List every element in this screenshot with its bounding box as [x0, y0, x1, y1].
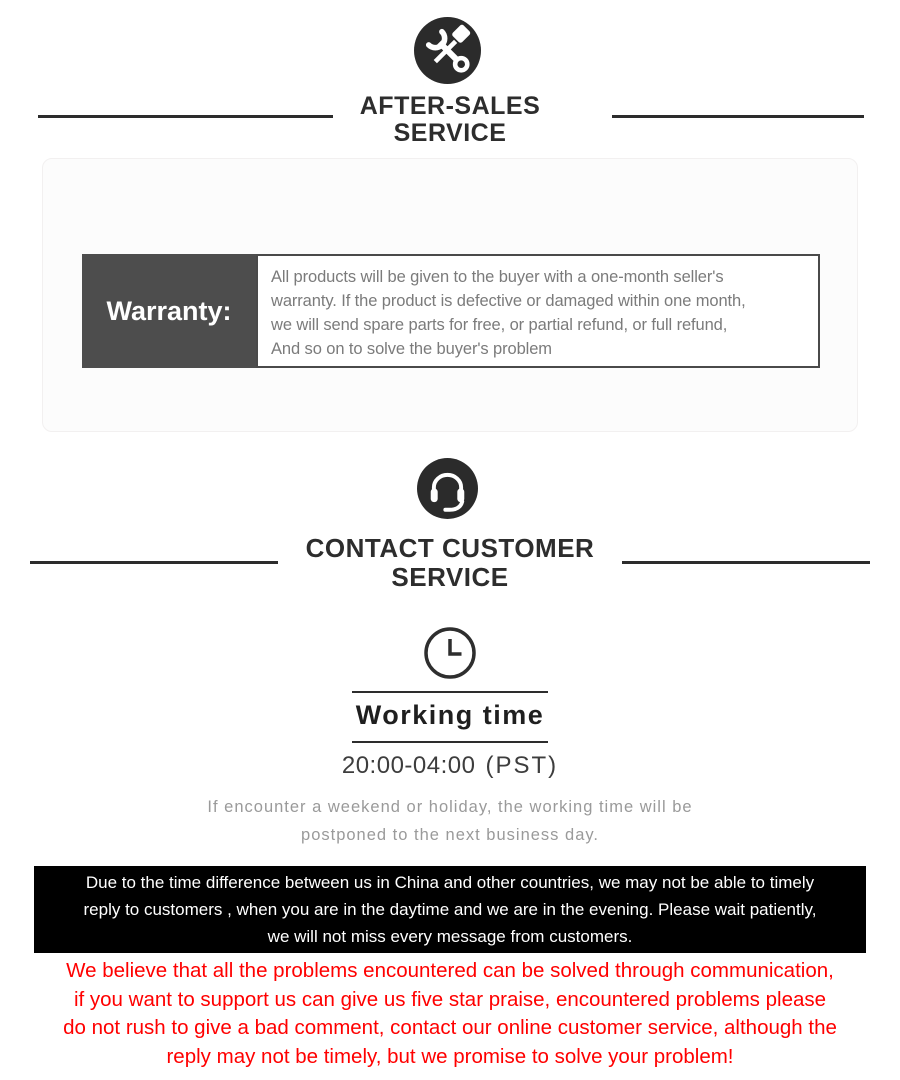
contact-customer-service-title	[0, 534, 900, 592]
contact-title-line1: CONTACT CUSTOMER	[305, 533, 595, 563]
contact-title-line2: SERVICE	[391, 562, 509, 592]
after-sales-title	[0, 93, 900, 147]
clock-icon	[423, 626, 477, 680]
warranty-line: All products will be given to the buyer with a one-month seller's	[271, 268, 724, 286]
working-time-timezone: (PST)	[485, 752, 559, 779]
notice-line: reply to customers , when you are in the daytime and we are in the evening. Please wait patiently,	[83, 900, 817, 919]
tools-icon	[414, 17, 481, 84]
headset-icon	[417, 458, 478, 519]
warranty-row	[82, 254, 820, 368]
promise-message	[0, 957, 900, 1071]
working-time-title: Working time	[355, 700, 545, 730]
working-time-note-line2: postponed to the next business day.	[301, 826, 599, 844]
promise-line: reply may not be timely, but we promise to solve your problem!	[166, 1044, 734, 1068]
notice-line: Due to the time difference between us in China and other countries, we may not be able to timely	[85, 873, 815, 892]
warranty-label: Warranty:	[82, 254, 256, 368]
time-difference-notice	[34, 866, 866, 953]
working-time-hours	[0, 752, 900, 780]
after-sales-title-line1: AFTER-SALES	[359, 92, 541, 120]
warranty-description	[256, 254, 820, 368]
working-time-note-line1: If encounter a weekend or holiday, the working time will be	[207, 798, 693, 816]
working-time-range: 20:00-04:00	[341, 752, 476, 779]
working-time-divider-top	[352, 691, 548, 693]
promise-line: if you want to support us can give us five star praise, encountered problems please	[73, 987, 827, 1011]
working-time-note	[0, 793, 900, 849]
promise-line: do not rush to give a bad comment, contact our online customer service, although the	[63, 1016, 837, 1039]
working-time-divider-bottom	[352, 741, 548, 743]
warranty-line: we will send spare parts for free, or partial refund, or full refund,	[271, 316, 728, 334]
notice-line: we will not miss every message from customers.	[267, 927, 633, 946]
warranty-line: warranty. If the product is defective or damaged within one month,	[271, 292, 746, 310]
warranty-line: And so on to solve the buyer's problem	[271, 340, 552, 358]
promise-line: We believe that all the problems encountered can be solved through communication,	[66, 959, 834, 982]
after-sales-title-line2: SERVICE	[393, 119, 507, 147]
